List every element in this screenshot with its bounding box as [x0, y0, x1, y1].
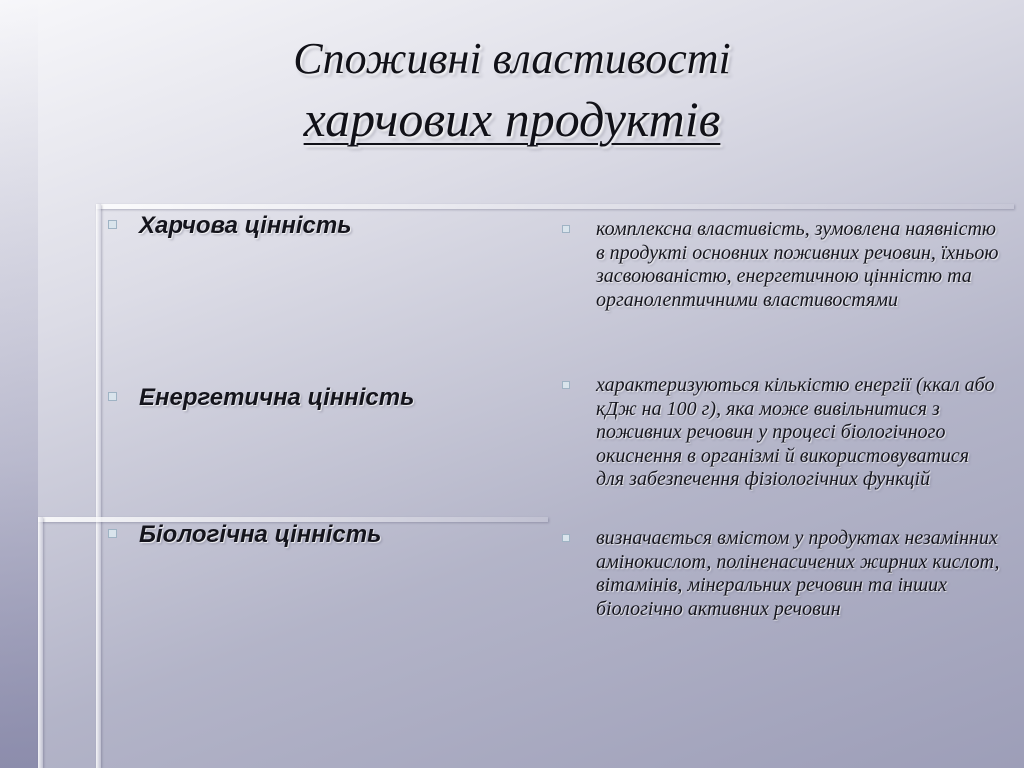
frame-line-top [96, 204, 1014, 209]
slide-title [0, 32, 1024, 150]
term-label: Енергетична цінність [139, 384, 415, 411]
square-bullet-icon [108, 392, 117, 401]
frame-line-vertical [96, 204, 101, 768]
definition-item [562, 218, 1002, 312]
definition-text: комплексна властивість, зумовлена наявністю в продукті основних поживних речовин, їхньою засвоюваністю, енергетичною цінністю та органолептичними властивостями [596, 218, 999, 311]
term-item [108, 384, 414, 412]
square-bullet-icon [562, 534, 570, 542]
title-line-2: харчових продуктів [303, 91, 721, 147]
term-label: Біологічна цінність [139, 521, 382, 548]
square-bullet-icon [562, 225, 570, 233]
square-bullet-icon [108, 220, 117, 229]
term-item [108, 521, 381, 549]
square-bullet-icon [562, 381, 570, 389]
definition-item [562, 374, 1002, 492]
title-line-1: Споживні властивості [293, 34, 731, 83]
frame-line-lower-vertical [38, 517, 43, 768]
definition-item [562, 527, 1002, 621]
definition-text: визначається вмістом у продуктах незамінних амінокислот, поліненасичених жирних кислот, вітамінів, мінеральних речовин та інших біологічно активних речовин [596, 527, 1000, 620]
square-bullet-icon [108, 529, 117, 538]
definition-text: характеризуються кількістю енергії (ккал або кДж на 100 г), яка може вивільнитися з поживних речовин у процесі біологічного окиснення в організмі й використовуватися для забезпечення фізіологічних функцій [596, 374, 995, 490]
term-item [108, 212, 351, 240]
term-label: Харчова цінність [139, 212, 352, 239]
